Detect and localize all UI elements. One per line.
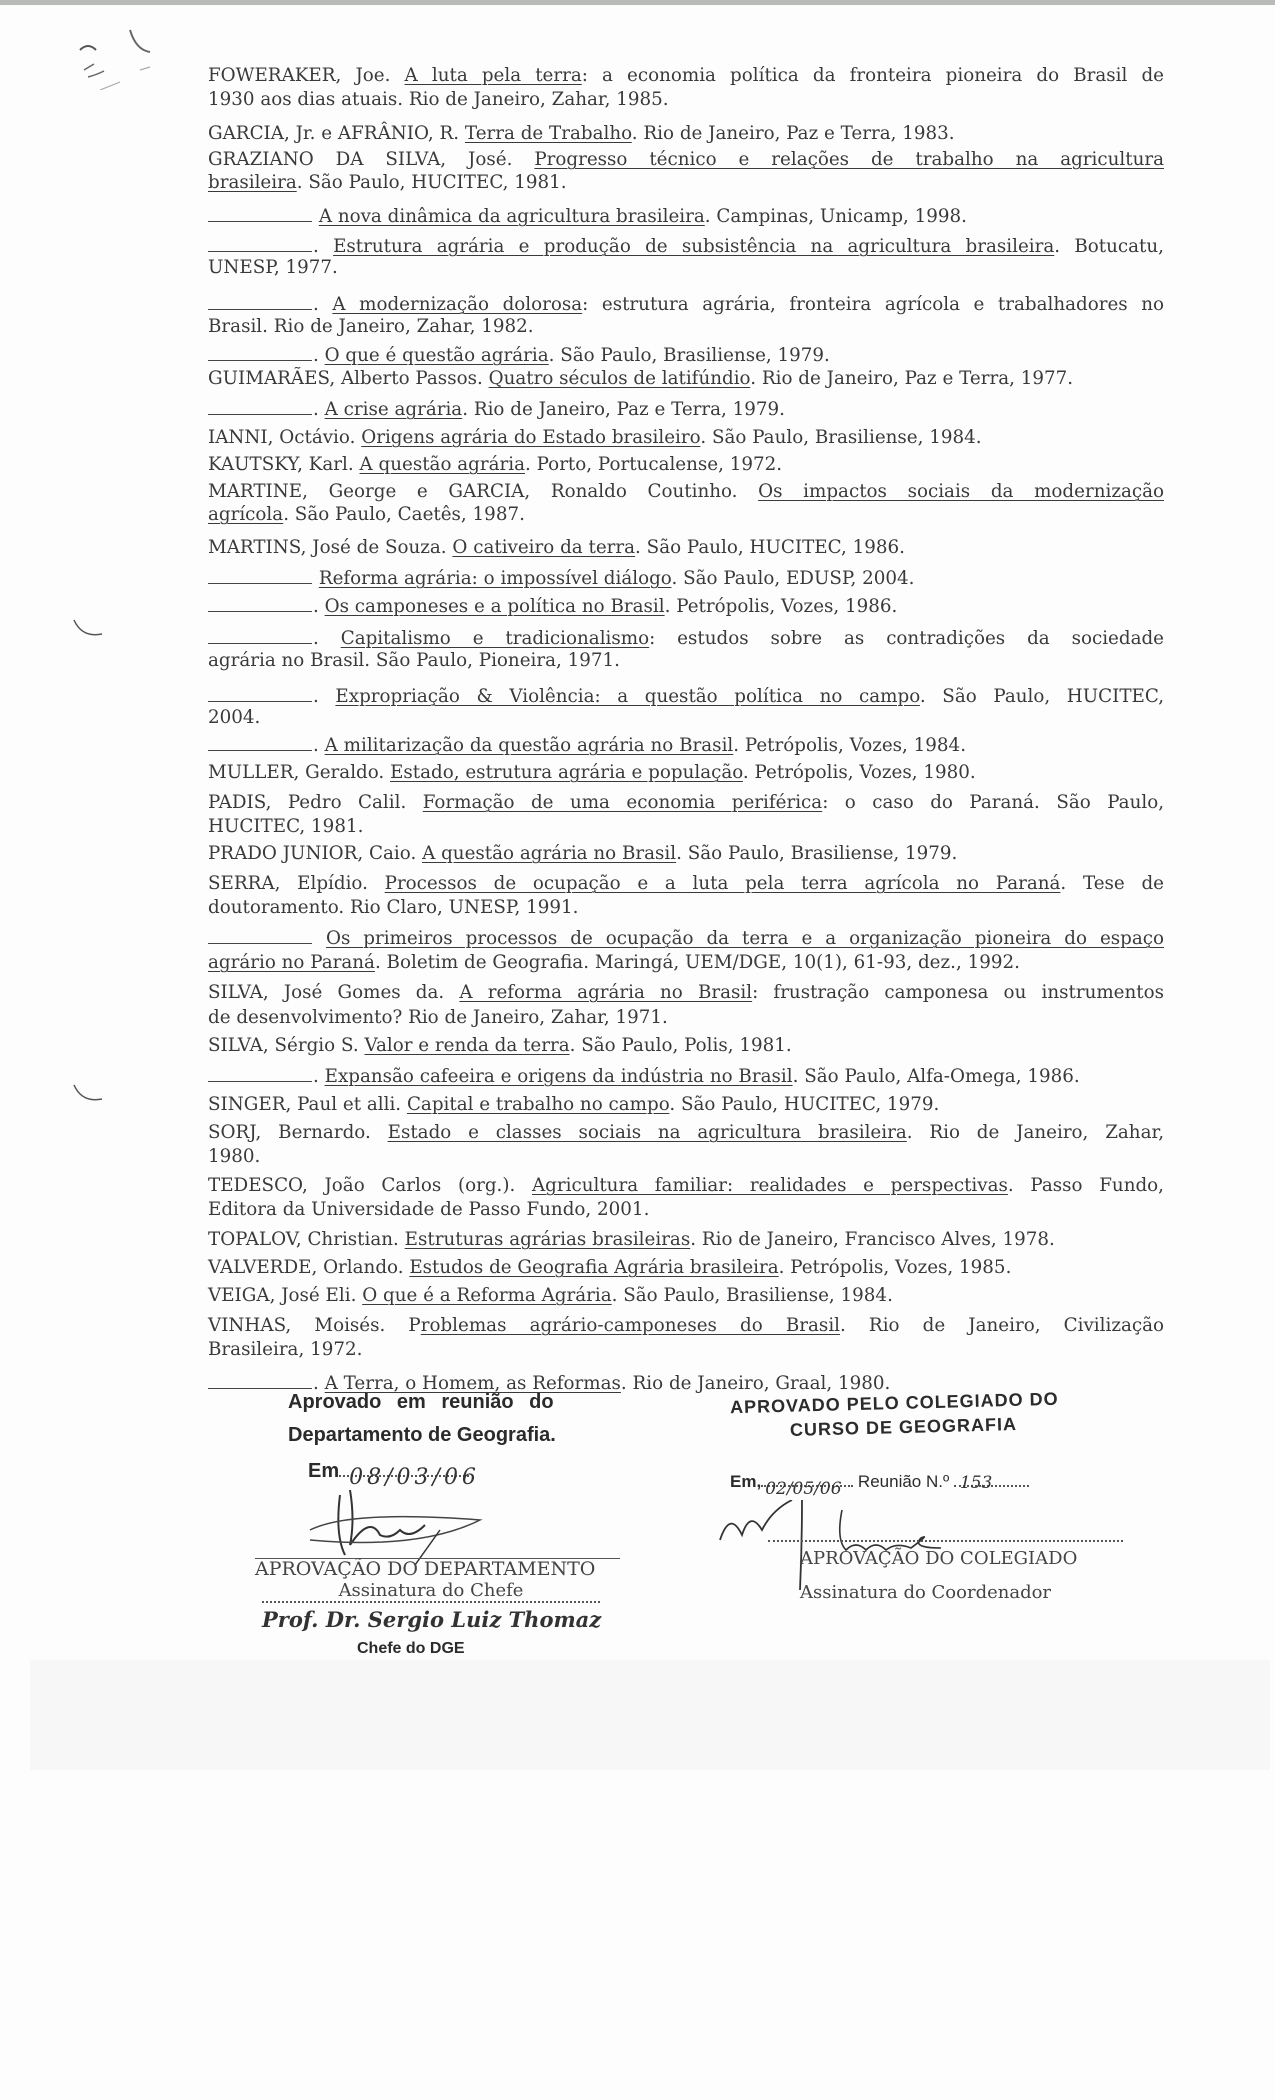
- bibliography-entry-continuation: doutoramento. Rio Claro, UNESP, 1991.: [208, 897, 579, 918]
- entry-title: Os primeiros processos de ocupação da terra e a organização pioneira do espaço: [325, 928, 1164, 949]
- entry-title: Estado, estrutura agrária e população: [390, 762, 743, 783]
- bibliography-entry: VINHAS, Moisés. Problemas agrário-camponeses do Brasil. Rio de Janeiro, Civilização: [208, 1315, 1164, 1336]
- scan-top-edge: [0, 0, 1275, 5]
- entry-title: Reforma agrária: o impossível diálogo: [318, 568, 672, 589]
- entry-title: Origens agrária do Estado brasileiro: [361, 427, 701, 448]
- bibliography-entry: PADIS, Pedro Calil. Formação de uma economia periférica: o caso do Paraná. São Paulo,: [208, 792, 1165, 813]
- dept-date-label: Em: [308, 1460, 340, 1482]
- repeat-author-dash: [208, 342, 312, 361]
- colegiado-stamp-line1: APROVADO PELO COLEGIADO DO: [729, 1388, 1059, 1418]
- bibliography-entry-continuation: 1980.: [208, 1146, 261, 1167]
- bibliography-entry: MULLER, Geraldo. Estado, estrutura agrária e população. Petrópolis, Vozes, 1980.: [208, 762, 976, 783]
- bibliography-entry: MARTINS, José de Souza. O cativeiro da terra. São Paulo, HUCITEC, 1986.: [208, 537, 905, 558]
- dept-signer-name: Prof. Dr. Sergio Luiz Thomaz: [262, 1607, 602, 1632]
- entry-title: Capitalismo e tradicionalismo: [340, 628, 650, 649]
- bibliography-entry-continuation: HUCITEC, 1981.: [208, 816, 364, 837]
- bibliography-entry: FOWERAKER, Joe. A luta pela terra: a economia política da fronteira pioneira do Brasil de: [208, 65, 1164, 86]
- colegiado-stamp-line2: CURSO DE GEOGRAFIA: [789, 1414, 1018, 1440]
- bibliography-entry: . Estrutura agrária e produção de subsistência na agricultura brasileira. Botucatu,: [208, 233, 1164, 257]
- bibliography-entry-continuation: 1930 aos dias atuais. Rio de Janeiro, Zahar, 1985.: [208, 89, 669, 110]
- bibliography-entry: [208, 925, 1164, 949]
- bibliography-entry-continuation: Brasil. Rio de Janeiro, Zahar, 1982.: [208, 316, 534, 337]
- entry-title: Processos de ocupação e a luta pela terra agrícola no Paraná: [384, 873, 1061, 894]
- bibliography-entry-continuation: UNESP, 1977.: [208, 257, 338, 278]
- repeat-author-dash: [208, 683, 312, 702]
- margin-mark-icon: [70, 1083, 110, 1105]
- bibliography-entry-continuation: agrária no Brasil. São Paulo, Pioneira, 1971.: [208, 650, 620, 671]
- bibliography-entry: . Expansão cafeeira e origens da indústria no Brasil. São Paulo, Alfa-Omega, 1986.: [208, 1063, 1164, 1087]
- bibliography-entry: . Os camponeses e a política no Brasil. Petrópolis, Vozes, 1986.: [208, 593, 1164, 617]
- repeat-author-dash: [208, 625, 312, 644]
- bibliography-entry: . A militarização da questão agrária no Brasil. Petrópolis, Vozes, 1984.: [208, 732, 1164, 756]
- bibliography-entry: KAUTSKY, Karl. A questão agrária. Porto, Portucalense, 1972.: [208, 454, 783, 475]
- entry-title: A modernização dolorosa: [332, 294, 583, 315]
- entry-title: Estado e classes sociais na agricultura brasileira: [387, 1122, 907, 1143]
- entry-title: Valor e renda da terra: [364, 1035, 570, 1056]
- repeat-author-dash: [208, 1370, 312, 1389]
- bibliography-entry-continuation: agrícola. São Paulo, Caetês, 1987.: [208, 504, 525, 525]
- bibliography-entry-continuation: brasileira. São Paulo, HUCITEC, 1981.: [208, 172, 567, 193]
- entry-title: O que é a Reforma Agrária: [362, 1285, 612, 1306]
- colegiado-date-value: 02/05/06: [765, 1479, 842, 1499]
- dept-signature-label: [262, 1580, 600, 1603]
- entry-title: O cativeiro da terra: [452, 537, 636, 558]
- repeat-author-dash: [208, 593, 312, 612]
- entry-title: A questão agrária: [359, 454, 525, 475]
- dept-signer-role: Chefe do DGE: [357, 1640, 465, 1657]
- bibliography-entry: . A crise agrária. Rio de Janeiro, Paz e Terra, 1979.: [208, 396, 1164, 420]
- entry-title: Os impactos sociais da modernização: [758, 481, 1164, 502]
- entry-title: agrário no Paraná: [208, 952, 375, 973]
- colegiado-approval-title: APROVAÇÃO DO COLEGIADO: [800, 1548, 1078, 1569]
- dept-approval-title: APROVAÇÃO DO DEPARTAMENTO: [255, 1558, 596, 1580]
- entry-title: Capital e trabalho no campo: [406, 1094, 670, 1115]
- colegiado-meeting-number: 153: [959, 1473, 993, 1493]
- bibliography-entry: . Capitalismo e tradicionalismo: estudos sobre as contradições da sociedade: [208, 625, 1164, 649]
- entry-title: A Terra, o Homem, as Reformas: [324, 1373, 621, 1394]
- entry-title: Os camponeses e a política no Brasil: [324, 596, 665, 617]
- colegiado-meeting-label: Reunião N.º: [857, 1472, 950, 1491]
- entry-title: Estrutura agrária e produção de subsistência na agricultura brasileira: [333, 236, 1055, 257]
- bibliography-entry-continuation: Editora da Universidade de Passo Fundo, 2001.: [208, 1199, 650, 1220]
- margin-mark-icon: [70, 618, 110, 640]
- handwritten-scribble-icon: [70, 15, 180, 90]
- dept-signature-icon: [300, 1485, 520, 1565]
- bibliography-entry: SORJ, Bernardo. Estado e classes sociais na agricultura brasileira. Rio de Janeiro, Zahar,: [208, 1122, 1165, 1143]
- bibliography-entry: VEIGA, José Eli. O que é a Reforma Agrária. São Paulo, Brasiliense, 1984.: [208, 1285, 893, 1306]
- bibliography-entry: SILVA, José Gomes da. A reforma agrária no Brasil: frustração camponesa ou instrumentos: [208, 982, 1165, 1003]
- entry-title: A nova dinâmica da agricultura brasileira: [318, 206, 705, 227]
- entry-title: roblemas agrário-camponeses do Brasil: [420, 1315, 841, 1336]
- dept-date-row: [308, 1460, 480, 1490]
- repeat-author-dash: [208, 291, 312, 310]
- entry-title: Expropriação & Violência: a questão política no campo: [335, 686, 920, 707]
- entry-title: Progresso técnico e relações de trabalho na agricultura: [534, 149, 1164, 170]
- bibliography-entry: Reforma agrária: o impossível diálogo. São Paulo, EDUSP, 2004.: [208, 565, 1164, 589]
- entry-title: Quatro séculos de latifúndio: [488, 368, 751, 389]
- bibliography-entry-continuation: Brasileira, 1972.: [208, 1339, 363, 1360]
- colegiado-signature-dots: [768, 1540, 1123, 1542]
- bibliography-entry: VALVERDE, Orlando. Estudos de Geografia Agrária brasileira. Petrópolis, Vozes, 1985.: [208, 1257, 1012, 1278]
- bibliography-entry: . A modernização dolorosa: estrutura agrária, fronteira agrícola e trabalhadores no: [208, 291, 1164, 315]
- entry-title: Agricultura familiar: realidades e perspectivas: [531, 1175, 1008, 1196]
- entry-title: Terra de Trabalho: [464, 123, 632, 144]
- repeat-author-dash: [208, 396, 312, 415]
- bibliography-entry: SERRA, Elpídio. Processos de ocupação e a luta pela terra agrícola no Paraná. Tese de: [208, 873, 1164, 894]
- repeat-author-dash: [208, 203, 312, 222]
- bibliography-entry-continuation: 2004.: [208, 707, 261, 728]
- bibliography-entry-continuation: agrário no Paraná. Boletim de Geografia. Maringá, UEM/DGE, 10(1), 61-93, dez., 1992.: [208, 952, 1020, 973]
- bibliography-entry: A nova dinâmica da agricultura brasileira. Campinas, Unicamp, 1998.: [208, 203, 1164, 227]
- colegiado-signature-icon: [712, 1500, 1052, 1590]
- bibliography-entry: . Expropriação & Violência: a questão política no campo. São Paulo, HUCITEC,: [208, 683, 1164, 707]
- dept-stamp-line2: Departamento de Geografia.: [288, 1424, 556, 1446]
- entry-title: A luta pela terra: [404, 65, 582, 86]
- colegiado-date-label: Em,: [730, 1472, 762, 1491]
- scan-shading: [30, 1660, 1270, 1770]
- colegiado-signature-label: Assinatura do Coordenador: [800, 1582, 1052, 1603]
- repeat-author-dash: [208, 233, 312, 252]
- dept-stamp-line1: Aprovado em reunião do: [288, 1391, 554, 1413]
- bibliography-entry: MARTINE, George e GARCIA, Ronaldo Coutinho. Os impactos sociais da modernização: [208, 481, 1164, 502]
- entry-title: Expansão cafeeira e origens da indústria no Brasil: [324, 1066, 793, 1087]
- repeat-author-dash: [208, 732, 312, 751]
- colegiado-date-row: [730, 1472, 1029, 1499]
- bibliography-entry: . A Terra, o Homem, as Reformas. Rio de Janeiro, Graal, 1980.: [208, 1370, 1164, 1394]
- bibliography-entry: PRADO JUNIOR, Caio. A questão agrária no Brasil. São Paulo, Brasiliense, 1979.: [208, 843, 958, 864]
- bibliography-entry-continuation: de desenvolvimento? Rio de Janeiro, Zahar, 1971.: [208, 1007, 668, 1028]
- repeat-author-dash: [208, 1063, 312, 1082]
- bibliography-entry: GRAZIANO DA SILVA, José. Progresso técnico e relações de trabalho na agricultura: [208, 149, 1164, 170]
- entry-title: A militarização da questão agrária no Brasil: [324, 735, 734, 756]
- repeat-author-dash: [208, 565, 312, 584]
- dept-date-value: 08/03/06: [349, 1465, 480, 1490]
- entry-title: Estruturas agrárias brasileiras: [404, 1229, 691, 1250]
- entry-title: A reforma agrária no Brasil: [459, 982, 753, 1003]
- bibliography-entry: SILVA, Sérgio S. Valor e renda da terra. São Paulo, Polis, 1981.: [208, 1035, 792, 1056]
- entry-title: A questão agrária no Brasil: [422, 843, 677, 864]
- bibliography-entry: GUIMARÃES, Alberto Passos. Quatro séculos de latifúndio. Rio de Janeiro, Paz e Terra, 1977.: [208, 368, 1074, 389]
- bibliography-entry: . O que é questão agrária. São Paulo, Brasiliense, 1979.: [208, 342, 1164, 366]
- bibliography-entry: TEDESCO, João Carlos (org.). Agricultura familiar: realidades e perspectivas. Passo Fundo,: [208, 1175, 1164, 1196]
- entry-title: brasileira: [208, 172, 297, 193]
- entry-title: O que é questão agrária: [324, 345, 549, 366]
- bibliography-entry: GARCIA, Jr. e AFRÂNIO, R. Terra de Trabalho. Rio de Janeiro, Paz e Terra, 1983.: [208, 123, 955, 144]
- bibliography-entry: SINGER, Paul et alli. Capital e trabalho no campo. São Paulo, HUCITEC, 1979.: [208, 1094, 940, 1115]
- dept-signature-label-text: Assinatura do Chefe: [338, 1580, 524, 1601]
- bibliography-entry: IANNI, Octávio. Origens agrária do Estado brasileiro. São Paulo, Brasiliense, 1984.: [208, 427, 982, 448]
- entry-title: A crise agrária: [324, 399, 463, 420]
- entry-title: agrícola: [208, 504, 284, 525]
- repeat-author-dash: [208, 925, 312, 944]
- entry-title: Estudos de Geografia Agrária brasileira: [409, 1257, 779, 1278]
- entry-title: Formação de uma economia periférica: [422, 792, 823, 813]
- bibliography-entry: TOPALOV, Christian. Estruturas agrárias brasileiras. Rio de Janeiro, Francisco Alves, 1978.: [208, 1229, 1055, 1250]
